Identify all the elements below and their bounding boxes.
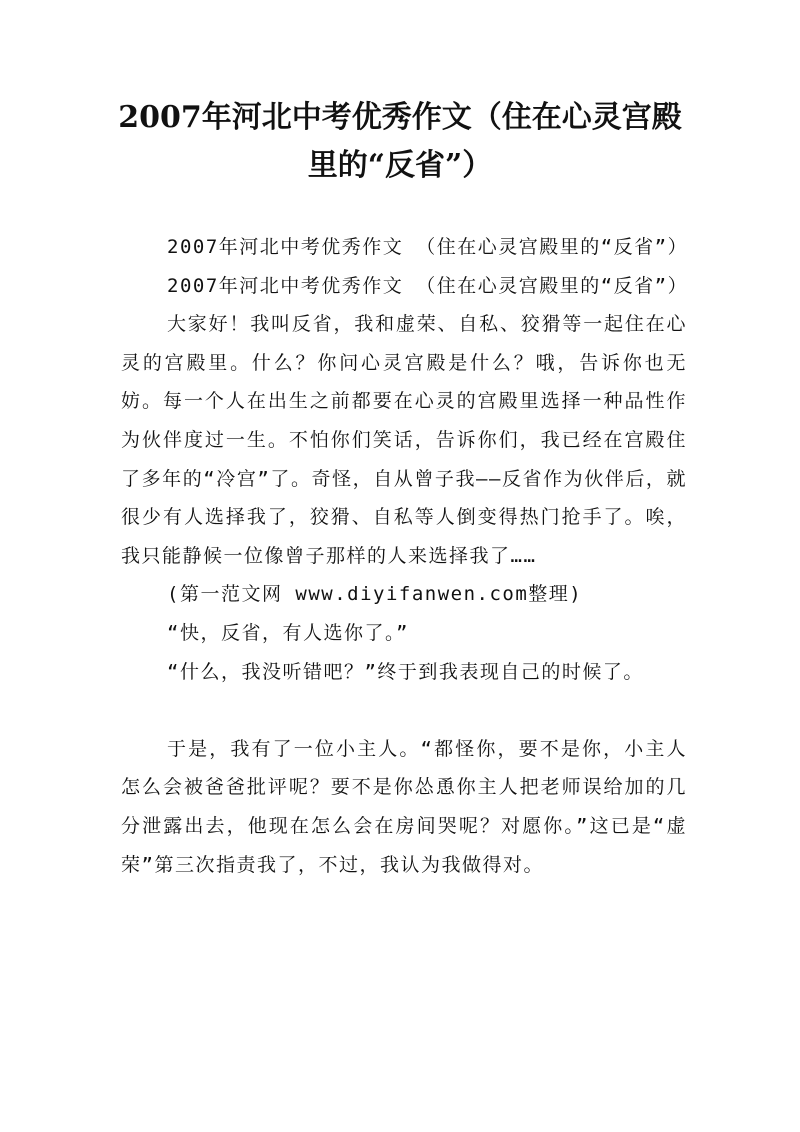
paragraph-story: 于是，我有了一位小主人。“都怪你，要不是你，小主人怎么会被爸爸批评呢？要不是你怂恿你主人把老师误给加的几分泄露出去，他现在怎么会在房间哭呢？对愿你。”这已是“虚荣”第三次指责我了，不过，我认为我做得对。 <box>121 737 687 876</box>
paragraph-dialogue-2: “什么，我没听错吧？”终于到我表现自己的时候了。 <box>167 660 644 683</box>
title-line-2: 里的“反省”） <box>307 148 493 183</box>
document-title <box>118 94 682 190</box>
document-body <box>121 228 687 884</box>
paragraph-subtitle-2: 2007年河北中考优秀作文 （住在心灵宫殿里的“反省”） <box>167 274 689 297</box>
paragraph-dialogue-1: “快，反省，有人选你了。” <box>167 621 409 644</box>
title-line-1: 2007年河北中考优秀作文（住在心灵宫殿 <box>118 100 682 135</box>
paragraph-source-note: (第一范文网 www.diyifanwen.com整理) <box>167 583 583 606</box>
paragraph-intro: 大家好！我叫反省，我和虚荣、自私、狡猾等一起住在心灵的宫殿里。什么？你问心灵宫殿是什么？哦，告诉你也无妨。每一个人在出生之前都要在心灵的宫殿里选择一种品性作为伙伴度过一生。不怕你们笑话，告诉你们，我已经在宫殿住了多年的“冷宫”了。奇怪，自从曾子我——反省作为伙伴后，就很少有人选择我了，狡猾、自私等人倒变得热门抢手了。唉，我只能静候一位像曾子那样的人来选择我了…… <box>121 313 687 567</box>
paragraph-subtitle-1: 2007年河北中考优秀作文 （住在心灵宫殿里的“反省”） <box>167 236 689 258</box>
